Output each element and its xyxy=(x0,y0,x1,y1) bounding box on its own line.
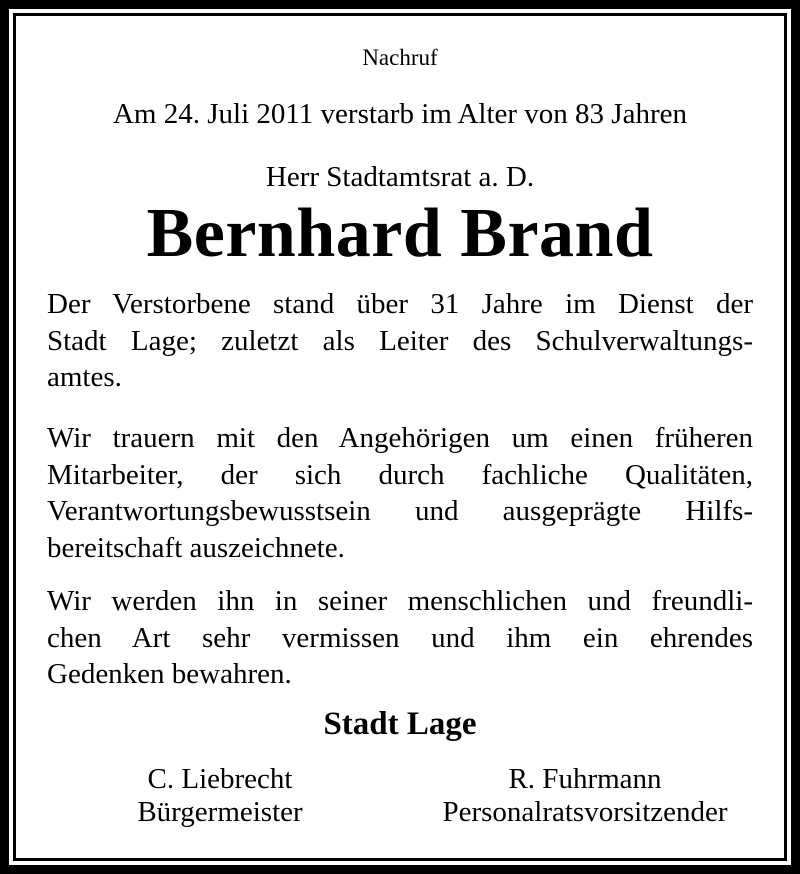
paragraph-line: Der Verstorbene stand über 31 Jahre im Dienst der xyxy=(47,288,753,320)
signatory-staff-council xyxy=(400,763,770,829)
organization-name: Stadt Lage xyxy=(323,706,477,742)
signatory-mayor xyxy=(60,763,380,829)
paragraph-line: bereitschaft auszeichnete. xyxy=(47,531,345,564)
paragraph-line: Gedenken bewahren. xyxy=(47,658,292,690)
paragraph-line: Stadt Lage; zuletzt als Leiter des Schulverwaltungs- xyxy=(47,324,753,357)
notice-heading: Nachruf xyxy=(362,45,438,70)
deceased-title: Herr Stadtamtsrat a. D. xyxy=(265,161,535,193)
paragraph-line: Wir trauern mit den Angehörigen um einen früheren xyxy=(47,422,753,454)
paragraph-line: chen Art sehr vermissen und ihm ein ehrendes xyxy=(47,621,753,654)
paragraph-line: Wir werden ihn in seiner menschlichen und freundli- xyxy=(47,585,753,617)
signatory-role: Bürgermeister xyxy=(137,796,303,828)
paragraph-line: Verantwortungsbewusstsein und ausgeprägte Hilfs- xyxy=(47,495,753,527)
signatory-role: Personalratsvorsitzender xyxy=(442,796,728,828)
death-date-line: Am 24. Juli 2011 verstarb im Alter von 83 Jahren xyxy=(112,98,687,130)
paragraph-line: Mitarbeiter, der sich durch fachliche Qualitäten, xyxy=(47,458,753,491)
paragraph-remembrance xyxy=(47,583,753,693)
signatory-name: C. Liebrecht xyxy=(147,763,293,795)
paragraph-line: amtes. xyxy=(47,361,122,393)
paragraph-mourning xyxy=(47,420,753,566)
paragraph-service xyxy=(47,286,753,396)
deceased-name: Bernhard Brand xyxy=(146,195,654,272)
signatory-name: R. Fuhrmann xyxy=(508,763,662,795)
